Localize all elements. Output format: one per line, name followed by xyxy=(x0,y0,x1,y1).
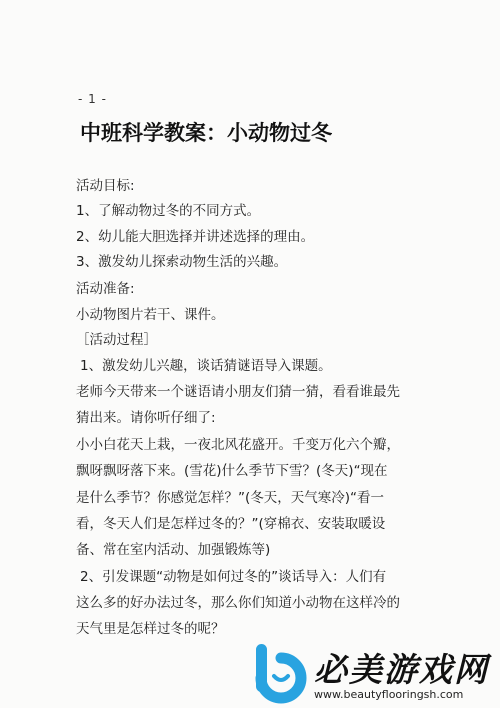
goal-item-2: 2、幼儿能大胆选择并讲述选择的理由。 xyxy=(76,229,315,245)
process-step-2: 2、引发课题“动物是如何过冬的”谈话导入：人们有 xyxy=(80,569,387,585)
site-watermark xyxy=(250,642,500,708)
watermark-title: 必美游戏网 xyxy=(314,650,489,689)
goal-item-3: 3、激发幼儿探索动物生活的兴趣。 xyxy=(76,254,288,270)
process-step-1: 1、激发幼儿兴趣，谈话猜谜语导入课题。 xyxy=(80,358,332,374)
paragraph-line: 天气里是怎样过冬的呢？ xyxy=(76,621,225,637)
paragraph-line: 这么多的好办法过冬，那么你们知道小动物在这样冷的 xyxy=(76,595,400,611)
section-heading-process: ［活动过程］ xyxy=(76,332,157,348)
preparation-text: 小动物图片若干、课件。 xyxy=(76,307,225,323)
watermark-url: www.beautyflooringsh.com xyxy=(314,688,464,701)
section-heading-goals: 活动目标: xyxy=(76,178,135,194)
page-number: - 1 - xyxy=(78,92,107,106)
paragraph-line: 小小白花天上栽，一夜北风花盛开。千变万化六个瓣， xyxy=(76,437,400,453)
document-title: 中班科学教案：小动物过冬 xyxy=(80,121,332,145)
paragraph-line: 猜出来。请你听仔细了: xyxy=(76,410,216,426)
brand-logo-icon xyxy=(252,642,310,704)
paragraph-line: 是什么季节？你感觉怎样？”(冬天，天气寒冷)“看一 xyxy=(76,490,385,506)
goal-item-1: 1、了解动物过冬的不同方式。 xyxy=(76,203,261,219)
paragraph-line: 看，冬天人们是怎样过冬的？”(穿棉衣、安装取暖设 xyxy=(76,516,386,532)
section-heading-preparation: 活动准备: xyxy=(76,281,135,297)
paragraph-line: 老师今天带来一个谜语请小朋友们猜一猜，看看谁最先 xyxy=(76,384,400,400)
paragraph-line: 飘呀飘呀落下来。(雪花)什么季节下雪？(冬天)“现在 xyxy=(76,463,388,479)
paragraph-line: 备、常在室内活动、加强锻炼等) xyxy=(76,542,271,558)
